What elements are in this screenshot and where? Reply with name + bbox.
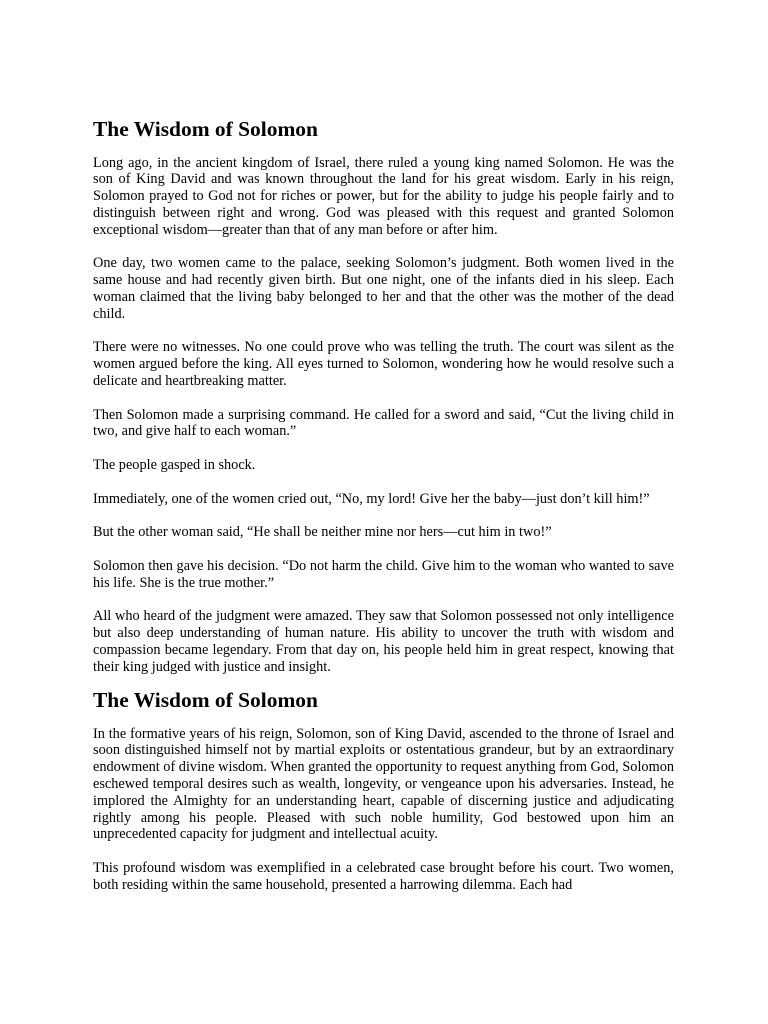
paragraph: Long ago, in the ancient kingdom of Israel, there ruled a young king named Solomon. He was the son of King David and was known throughout the land for his great wisdom. Early in his reign, Solomon prayed to God not for riches or power, but for the ability to judge his people fairly and to distinguish between right and wrong. God was pleased with this request and granted Solomon exceptional wisdom—greater than that of any man before or after him. (93, 154, 674, 238)
paragraph: In the formative years of his reign, Solomon, son of King David, ascended to the throne of Israel and soon distinguished himself not by martial exploits or ostentatious grandeur, but by an extraordinary endowment of divine wisdom. When granted the opportunity to request anything from God, Solomon eschewed temporal desires such as wealth, longevity, or vengeance upon his adversaries. Instead, he implored the Almighty for an understanding heart, capable of discerning justice and adjudicating rightly among his people. Pleased with such noble humility, God bestowed upon him an unprecedented capacity for judgment and intellectual acuity. (93, 725, 674, 843)
paragraph: All who heard of the judgment were amazed. They saw that Solomon possessed not only intelligence but also deep understanding of human nature. His ability to uncover the truth with wisdom and compassion became legendary. From that day on, his people held him in great respect, knowing that their king judged with justice and insight. (93, 608, 674, 675)
paragraph: Immediately, one of the women cried out, “No, my lord! Give her the baby—just don’t kill him!” (93, 490, 650, 507)
paragraph: But the other woman said, “He shall be neither mine nor hers—cut him in two!” (93, 524, 552, 541)
paragraph: This profound wisdom was exemplified in a celebrated case brought before his court. Two women, both residing within the same household, presented a harrowing dilemma. Each had (93, 860, 674, 893)
paragraph: Solomon then gave his decision. “Do not harm the child. Give him to the woman who wanted to save his life. She is the true mother.” (93, 557, 674, 591)
document-body (93, 117, 674, 910)
section-heading: The Wisdom of Solomon (93, 117, 318, 141)
paragraph: Then Solomon made a surprising command. He called for a sword and said, “Cut the living child in two, and give half to each woman.” (93, 406, 674, 440)
section-heading: The Wisdom of Solomon (93, 688, 318, 713)
paragraph: There were no witnesses. No one could prove who was telling the truth. The court was silent as the women argued before the king. All eyes turned to Solomon, wondering how he would resolve such a delicate and heartbreaking matter. (93, 339, 674, 389)
paragraph: One day, two women came to the palace, seeking Solomon’s judgment. Both women lived in the same house and had recently given birth. But one night, one of the infants died in his sleep. Each woman claimed that the living baby belonged to her and that the other was the mother of the dead child. (93, 255, 674, 322)
paragraph: The people gasped in shock. (93, 456, 256, 473)
